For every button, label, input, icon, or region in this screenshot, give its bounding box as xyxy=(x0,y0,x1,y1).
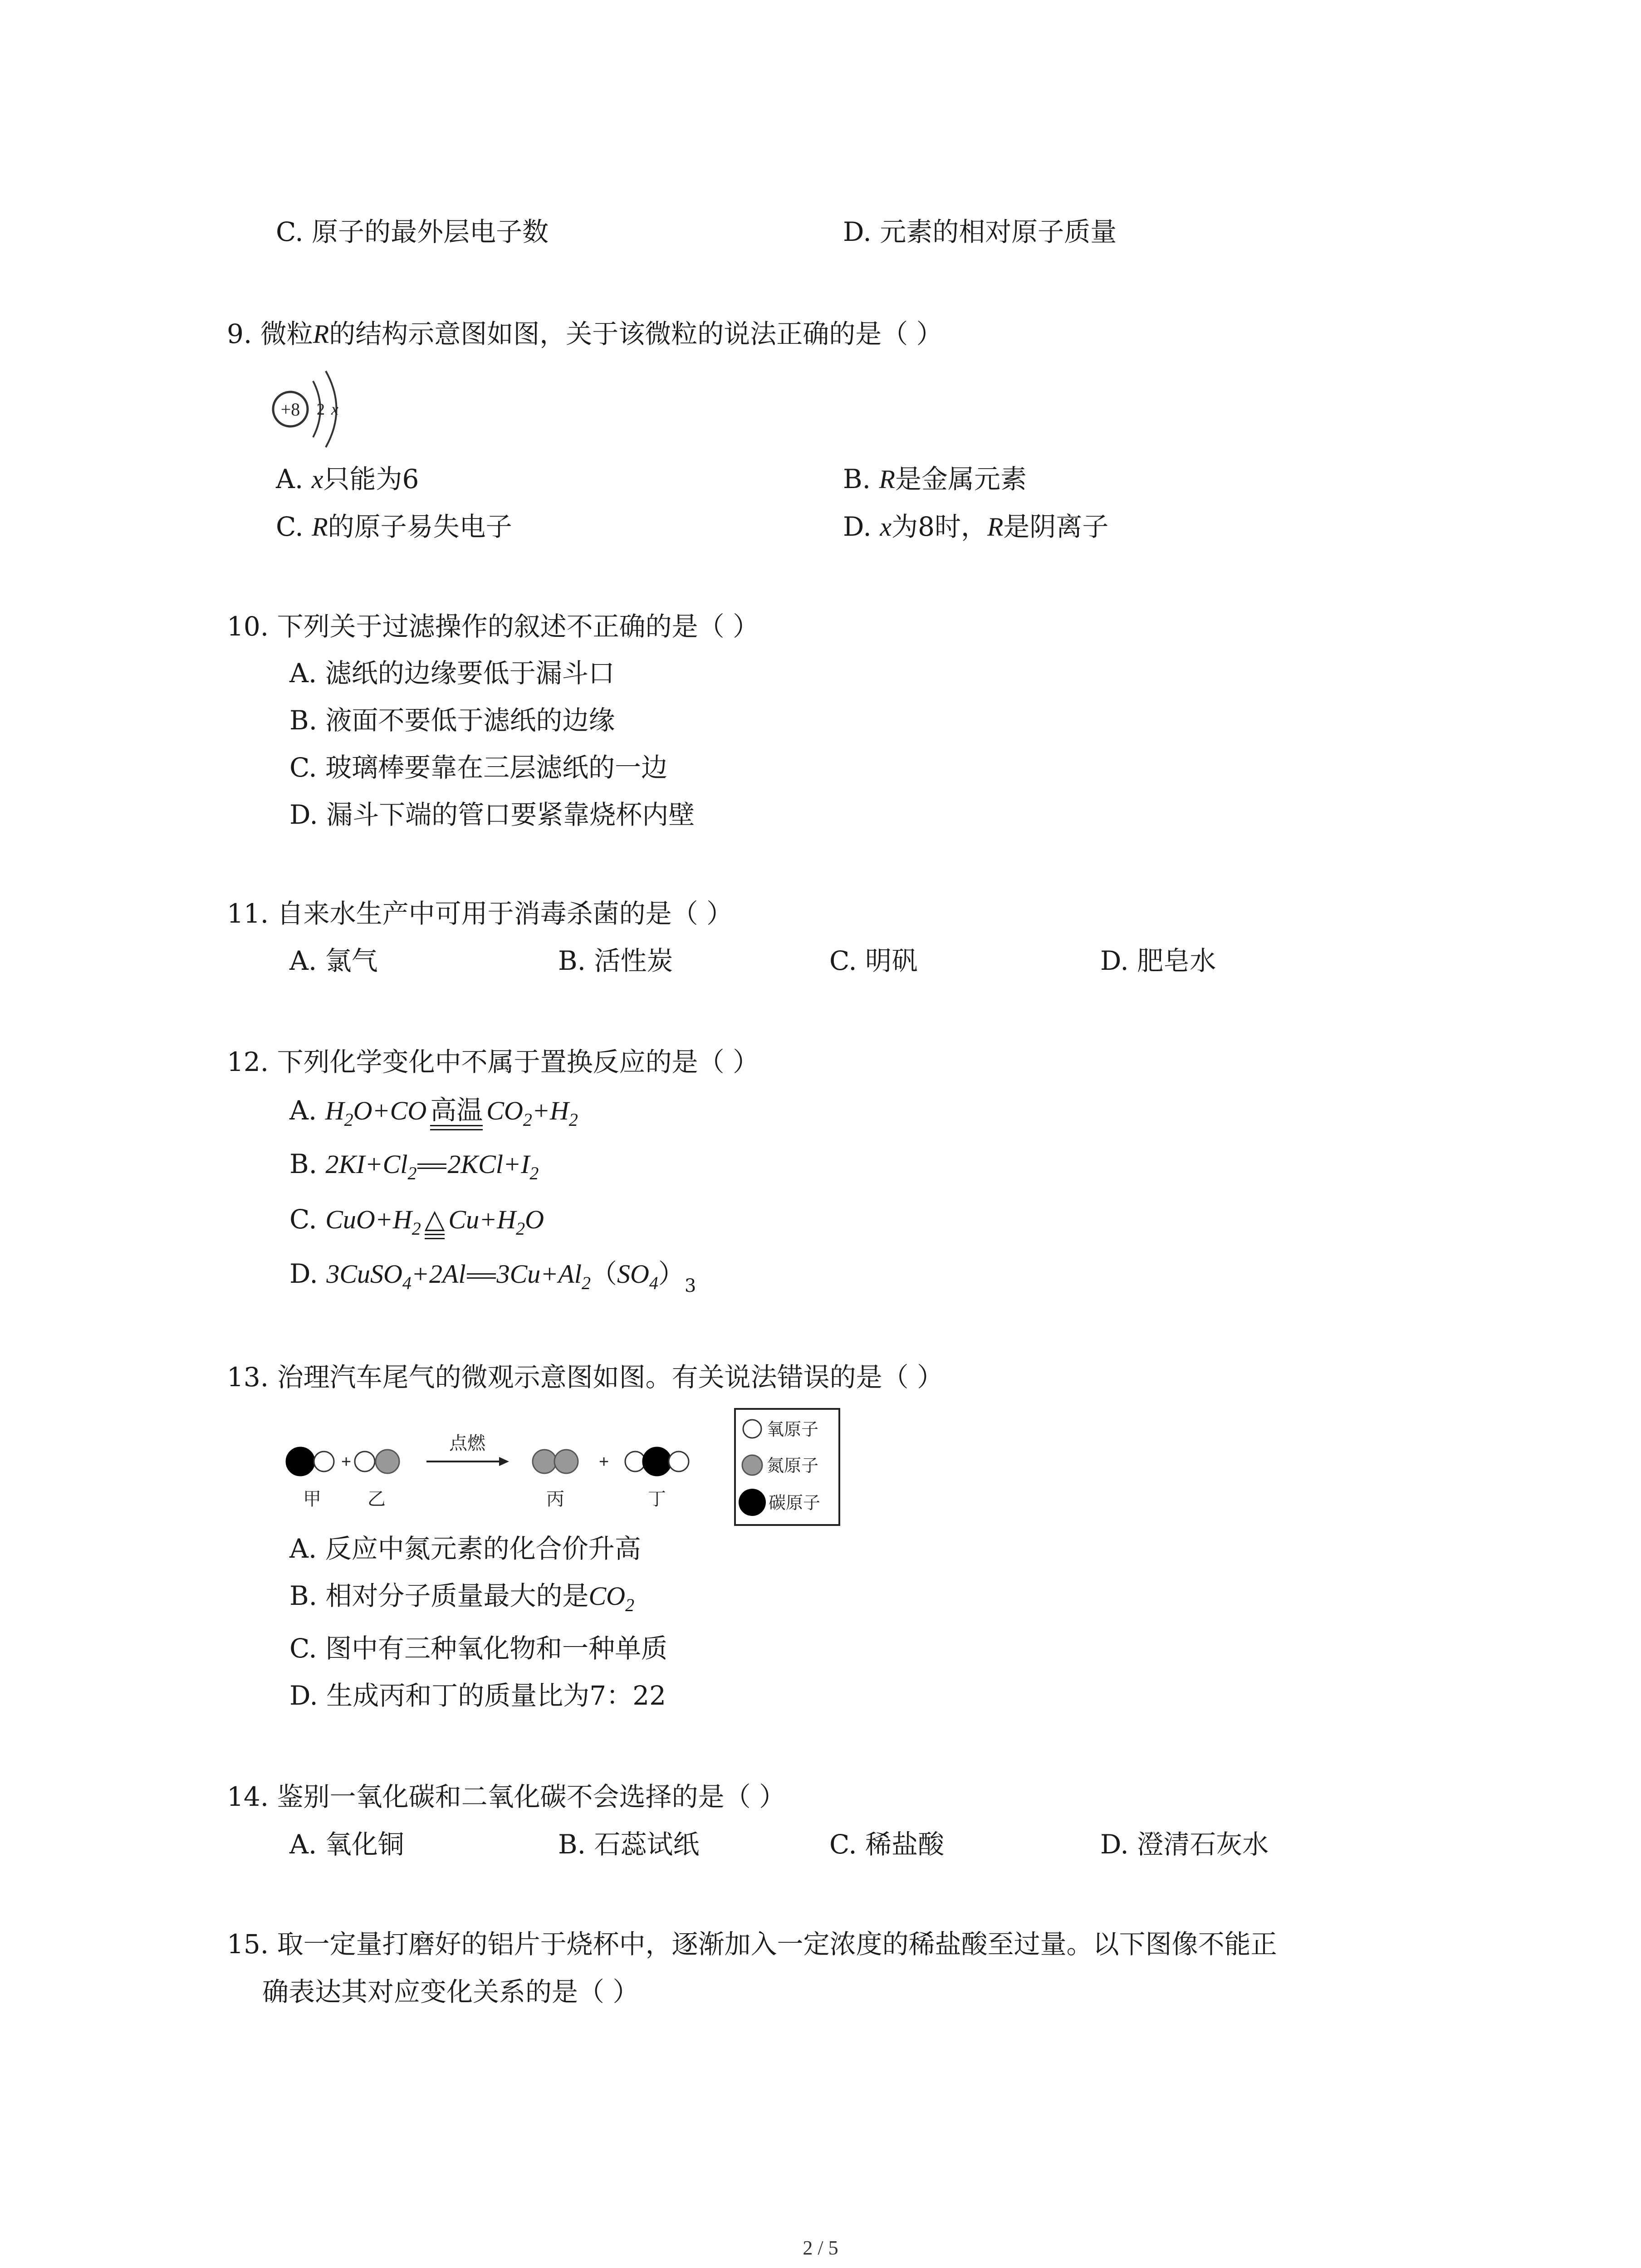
q12-stem: 12. 下列化学变化中不属于置换反应的是（ ） xyxy=(227,1046,759,1077)
reaction-microscopic-diagram xyxy=(272,1406,844,1542)
q10-stem: 10. 下列关于过滤操作的叙述不正确的是（ ） xyxy=(227,611,759,642)
q9-stem: 9. 微粒R的结构示意图如图，关于该微粒的说法正确的是（ ） xyxy=(227,318,943,349)
label-ding: 丁 xyxy=(648,1489,666,1509)
condition-heat: △ xyxy=(425,1204,445,1239)
q11-option-b: B. 活性炭 xyxy=(558,945,673,976)
q14-option-a: A. 氧化铜 xyxy=(289,1829,404,1860)
shell1-electrons: 2 xyxy=(317,400,325,418)
q15-stem-line1: 15. 取一定量打磨好的铝片于烧杯中，逐渐加入一定浓度的稀盐酸至过量。以下图像不能正 xyxy=(227,1929,1277,1960)
q14-option-d: D. 澄清石灰水 xyxy=(1100,1829,1269,1860)
q8-option-d: D. 元素的相对原子质量 xyxy=(843,216,1117,247)
q9-option-a: A. x只能为6 xyxy=(276,464,419,494)
q11-option-d: D. 肥皂水 xyxy=(1100,945,1216,976)
q13-option-c: C. 图中有三种氧化物和一种单质 xyxy=(289,1633,668,1664)
q10-option-b: B. 液面不要低于滤纸的边缘 xyxy=(289,705,615,736)
label-yi: 乙 xyxy=(367,1489,386,1509)
q12-option-c: C. $CuO+H_2$ △ $Cu+H_2O$ xyxy=(289,1203,544,1239)
q10-option-c: C. 玻璃棒要靠在三层滤纸的一边 xyxy=(289,752,668,783)
page-number: 2 / 5 xyxy=(803,2237,838,2259)
q13-option-b: B. 相对分子质量最大的是$CO_2$ xyxy=(289,1580,635,1615)
nucleus-charge: +8 xyxy=(280,399,300,420)
svg-text:+: + xyxy=(599,1452,609,1471)
q14-option-c: C. 稀盐酸 xyxy=(829,1829,945,1860)
q9-option-c: C. R的原子易失电子 xyxy=(276,511,512,542)
q8-option-c: C. 原子的最外层电子数 xyxy=(276,216,549,247)
arrow-label: 点燃 xyxy=(449,1433,485,1453)
q11-option-c: C. 明矾 xyxy=(829,945,918,976)
q13-stem: 13. 治理汽车尾气的微观示意图如图。有关说法错误的是（ ） xyxy=(227,1362,944,1393)
q12-option-d: D. 3CuSO$_4$+2Al $3Cu+Al_2(SO_4)_3$ xyxy=(289,1258,696,1296)
legend-carbon: 碳原子 xyxy=(769,1494,821,1513)
q9-option-b: B. R是金属元素 xyxy=(843,464,1027,494)
q14-option-b: B. 石蕊试纸 xyxy=(558,1829,700,1860)
condition-high-temp: 高温 xyxy=(430,1095,483,1130)
atomic-structure-diagram xyxy=(268,367,367,458)
q9-option-d: D. x为8时，R是阴离子 xyxy=(843,511,1109,542)
q12-option-b: B. $2KI+Cl_2$ $2KCl+I_2$ xyxy=(289,1149,539,1183)
q12-option-a: A. $H_2O+CO$ 高温 $CO_2+H_2$ xyxy=(289,1094,578,1130)
q11-stem: 11. 自来水生产中可用于消毒杀菌的是（ ） xyxy=(227,898,733,929)
svg-text:+: + xyxy=(341,1452,352,1471)
legend-oxygen: 氧原子 xyxy=(767,1420,819,1439)
q13-option-d: D. 生成丙和丁的质量比为7：22 xyxy=(289,1680,666,1711)
q11-option-a: A. 氯气 xyxy=(289,945,378,976)
label-jia: 甲 xyxy=(303,1489,321,1509)
legend-nitrogen: 氮原子 xyxy=(767,1457,819,1476)
q13-option-a: A. 反应中氮元素的化合价升高 xyxy=(289,1533,641,1564)
q10-option-d: D. 漏斗下端的管口要紧靠烧杯内壁 xyxy=(289,799,695,830)
q15-stem-line2: 确表达其对应变化关系的是（ ） xyxy=(262,1976,639,2007)
label-bing: 丙 xyxy=(546,1489,564,1509)
q10-option-a: A. 滤纸的边缘要低于漏斗口 xyxy=(289,658,615,689)
q14-stem: 14. 鉴别一氧化碳和二氧化碳不会选择的是（ ） xyxy=(227,1781,786,1812)
shell2-electrons: x xyxy=(331,400,338,418)
